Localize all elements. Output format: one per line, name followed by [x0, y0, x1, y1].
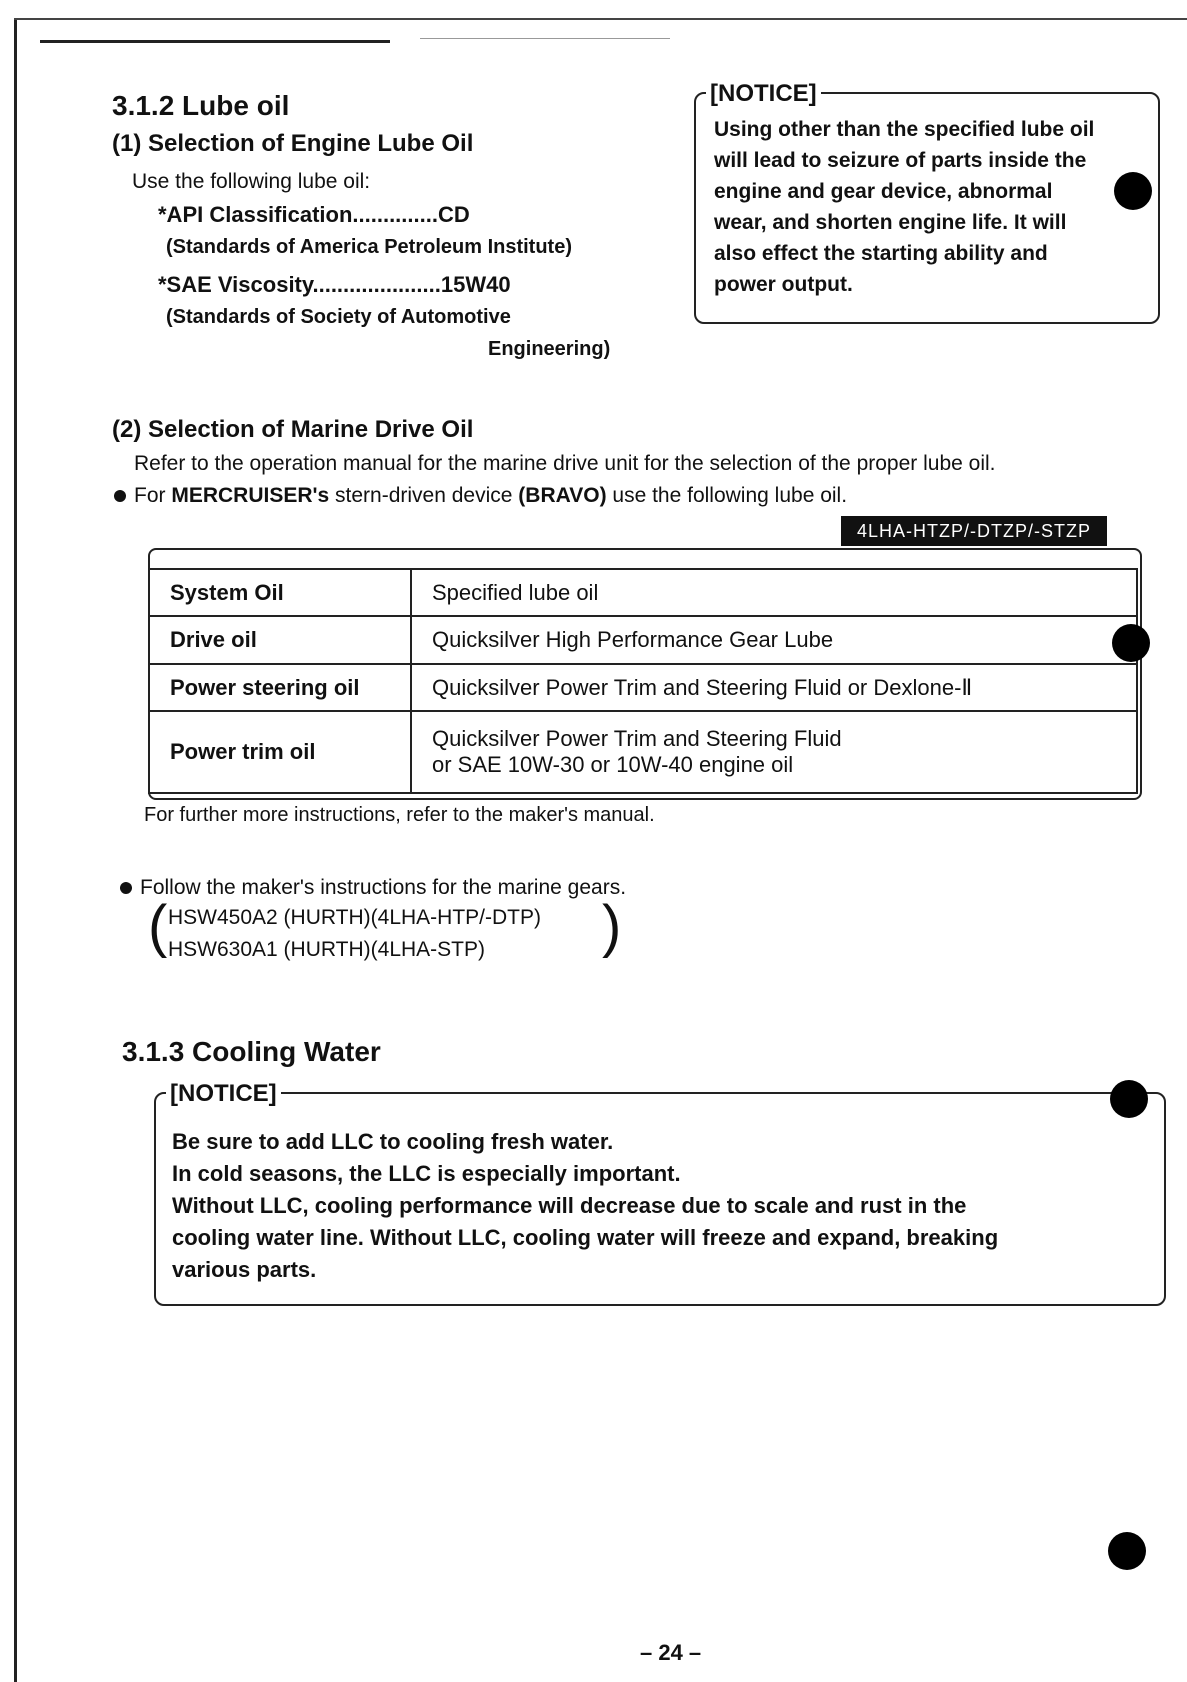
notice-label-cooling: [NOTICE]: [166, 1080, 281, 1108]
gear-item: HSW450A2 (HURTH)(4LHA-HTP/-DTP): [168, 906, 541, 929]
table-row: [149, 616, 1137, 663]
table-cell-label: Power trim oil: [149, 711, 411, 793]
notice-line: will lead to seizure of parts inside the: [714, 149, 1087, 172]
bullet-icon: [114, 490, 126, 502]
header-rule: [40, 40, 390, 43]
table-row: [149, 711, 1137, 793]
notice-line: Be sure to add LLC to cooling fresh water.: [172, 1129, 614, 1154]
table-cell-value: Specified lube oil: [411, 569, 1137, 616]
section-heading-cooling-water: 3.1.3 Cooling Water: [122, 1036, 381, 1067]
table-cell-label: Drive oil: [149, 616, 411, 663]
notice-label-lube: [NOTICE]: [706, 80, 821, 108]
notice-line: also effect the starting ability and: [714, 242, 1048, 265]
bullet-pre: For: [134, 484, 172, 507]
table-cell-label: Power steering oil: [149, 664, 411, 711]
page-border-left: [14, 18, 17, 1682]
brand-name: MERCRUISER's: [171, 484, 330, 507]
table-cell-value: Quicksilver High Performance Gear Lube: [411, 616, 1137, 663]
notice-text-cooling: [172, 1126, 1150, 1286]
binder-hole: [1110, 1080, 1148, 1118]
table-footnote: For further more instructions, refer to the maker's manual.: [144, 804, 655, 826]
table-cell-value-line: or SAE 10W-30 or 10W-40 engine oil: [432, 752, 794, 778]
table-row: [149, 664, 1137, 711]
bullet-icon: [120, 882, 132, 894]
binder-hole: [1108, 1532, 1146, 1570]
gears-bullet-text: Follow the maker's instructions for the marine gears.: [140, 876, 627, 899]
table-cell-value: Quicksilver Power Trim and Steering Fluid or Dexlone-Ⅱ: [411, 664, 1137, 711]
notice-line: Using other than the specified lube oil: [714, 118, 1095, 141]
notice-line: wear, and shorten engine life. It will: [714, 211, 1067, 234]
section-heading-lube-oil: 3.1.2 Lube oil: [112, 90, 290, 121]
oil-table: [148, 568, 1138, 794]
sae-note-line2: Engineering): [488, 338, 611, 360]
notice-line: engine and gear device, abnormal: [714, 180, 1053, 203]
gear-item: HSW630A1 (HURTH)(4LHA-STP): [168, 938, 485, 961]
subheading-marine-drive-oil: (2) Selection of Marine Drive Oil: [112, 416, 474, 443]
subheading-engine-lube-oil: (1) Selection of Engine Lube Oil: [112, 130, 474, 157]
notice-line: Without LLC, cooling performance will decrease due to scale and rust in the: [172, 1193, 967, 1218]
notice-line: power output.: [714, 273, 853, 296]
notice-line: various parts.: [172, 1257, 317, 1282]
sae-note-line1: (Standards of Society of Automotive: [166, 306, 511, 328]
header-rule-thin: [420, 38, 670, 39]
binder-hole: [1112, 624, 1150, 662]
notice-line: cooling water line. Without LLC, cooling water will freeze and expand, breaking: [172, 1225, 999, 1250]
bullet-post: use the following lube oil.: [606, 484, 848, 507]
model-name: (BRAVO): [518, 484, 607, 507]
api-classification: *API Classification..............CD: [158, 202, 470, 227]
page-border-top: [14, 18, 1187, 20]
page-number: – 24 –: [640, 1640, 702, 1665]
table-cell-value-line: Quicksilver Power Trim and Steering Fluid: [432, 726, 842, 752]
lube-intro: Use the following lube oil:: [132, 170, 371, 193]
notice-text-lube: [714, 114, 1150, 300]
right-paren: ): [602, 894, 622, 959]
bullet-mid: stern-driven device: [329, 484, 519, 507]
binder-hole: [1114, 172, 1152, 210]
api-note: (Standards of America Petroleum Institute): [166, 236, 572, 258]
model-badge: 4LHA-HTZP/-DTZP/-STZP: [841, 516, 1107, 546]
table-cell-value: [411, 711, 1137, 793]
table-cell-label: System Oil: [149, 569, 411, 616]
notice-line: In cold seasons, the LLC is especially important.: [172, 1161, 681, 1186]
sae-viscosity: *SAE Viscosity.....................15W40: [158, 272, 511, 297]
mercruiser-bullet: [114, 484, 847, 508]
table-row: [149, 569, 1137, 616]
left-paren: (: [148, 894, 168, 959]
marine-refer-text: Refer to the operation manual for the marine drive unit for the selection of the proper lube oil.: [134, 452, 996, 475]
gears-bullet: [120, 876, 626, 900]
